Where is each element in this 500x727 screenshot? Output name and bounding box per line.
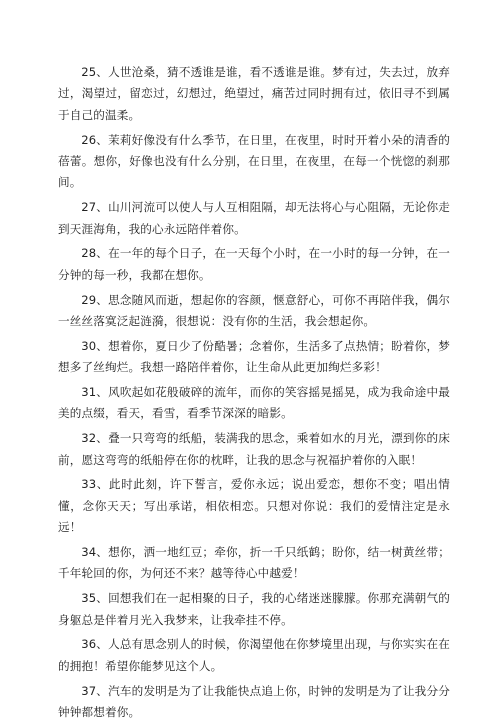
paragraph-34: 34、想你，洒一地红豆；牵你，折一千只纸鹤；盼你，结一树黄丝带；千年轮回的你，为何还不来？越等待心中越爱！ [58,545,450,581]
paragraph-26: 26、茉莉好像没有什么季节，在日里，在夜里，时时开着小朵的清香的蓓蕾。想你，好像也没有什么分别，在日里，在夜里，在每一个恍惚的刹那间。 [58,132,450,190]
paragraph-30: 30、想着你，夏日少了份酷暑；念着你，生活多了点热情；盼着你，梦想多了丝绚烂。我想一路陪伴着你，让生命从此更加绚烂多彩！ [58,338,450,375]
paragraph-32: 32、叠一只弯弯的纸船，装满我的思念，乘着如水的月光，漂到你的床前，愿这弯弯的纸船停在你的枕畔，让我的思念与祝福护着你的入眠！ [58,431,450,467]
paragraph-35: 35、回想我们在一起相聚的日子，我的心绪迷迷朦朦。你那充满朝气的身躯总是伴着月光入我梦来，让我牵挂不停。 [58,591,450,627]
paragraph-37: 37、汽车的发明是为了让我能快点追上你，时钟的发明是为了让我分分钟钟都想着你。 [58,683,450,720]
paragraph-36: 36、人总有思念别人的时候，你渴望他在你梦境里出现，与你实实在在的拥抱！希望你能梦见这个人。 [58,637,450,673]
paragraph-27: 27、山川河流可以使人与人互相阻隔，却无法将心与心阻隔，无论你走到天涯海角，我的心永远陪伴着你。 [58,200,450,236]
paragraph-33: 33、此时此刻，许下誓言，爱你永远；说出爱恋，想你不变；唱出情懂，念你天天；写出承诺，相依相恋。只想对你说：我们的爱情注定是永远！ [58,477,450,535]
paragraph-31: 31、风吹起如花般破碎的流年，而你的笑容摇晃摇晃，成为我命途中最美的点缀，看天，看雪，看季节深深的暗影。 [58,385,450,421]
paragraph-29: 29、思念随风而逝，想起你的容颜，惬意舒心，可你不再陪伴我，偶尔一丝丝落寞泛起涟漪，很想说：没有你的生活，我会想起你。 [58,292,450,329]
article-body [58,62,450,727]
paragraph-25: 25、人世沧桑，猜不透谁是谁，看不透谁是谁。梦有过，失去过，放弃过，渴望过，留恋过，幻想过，绝望过，痛苦过同时拥有过，依旧寻不到属于自己的温柔。 [58,65,450,122]
paragraph-28: 28、在一年的每个日子，在一天每个小时，在一小时的每一分钟，在一分钟的每一秒，我都在想你。 [58,246,450,282]
